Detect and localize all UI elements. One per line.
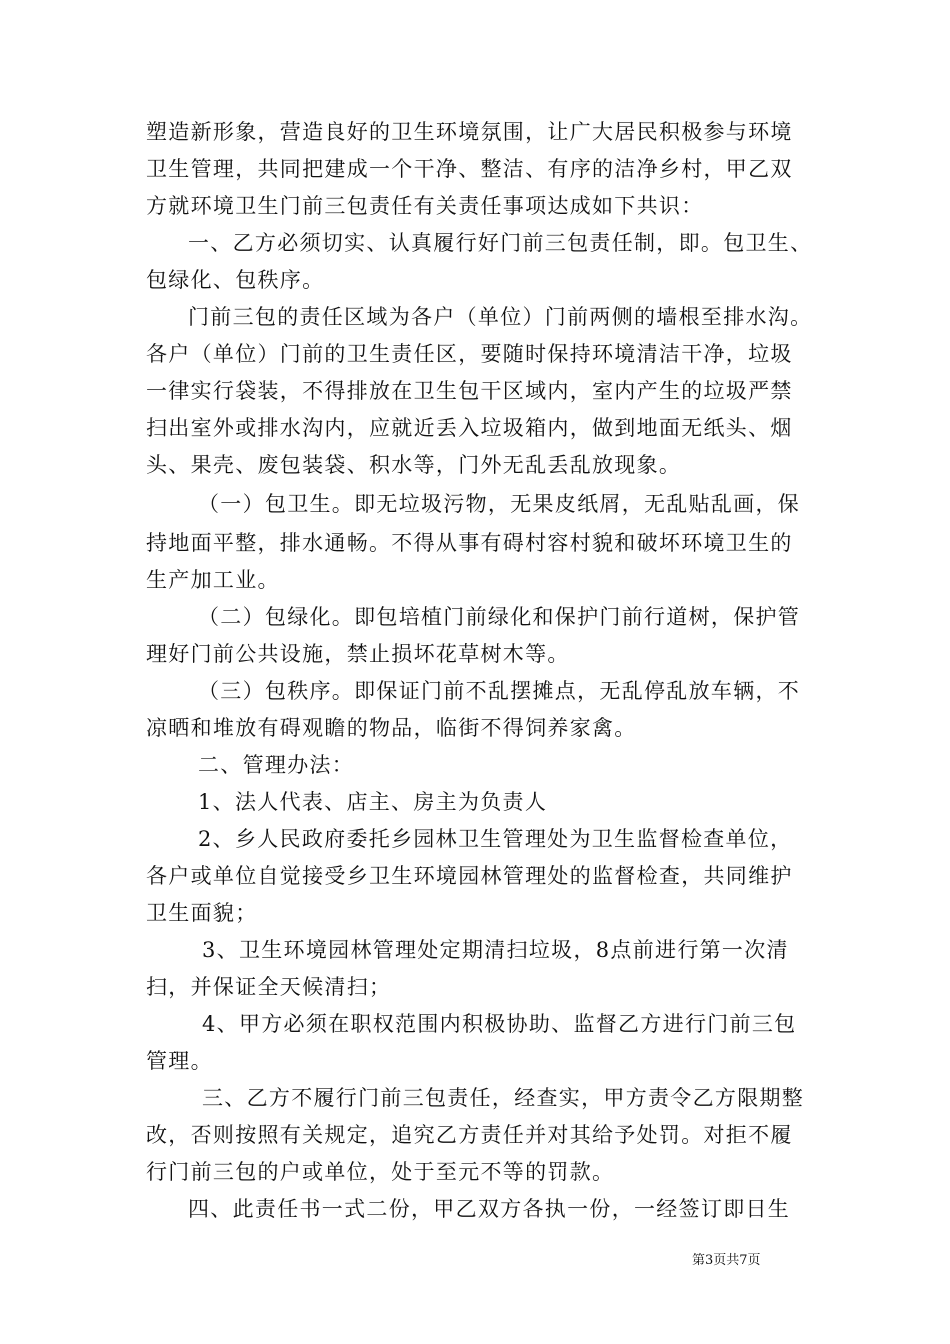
text-line: 行门前三包的户或单位，处于至元不等的罚款。 (146, 1160, 615, 1184)
text-line: 塑造新形象，营造良好的卫生环境氛围，让广大居民积极参与环境 (146, 120, 793, 144)
text-line: 卫生管理，共同把建成一个干净、整洁、有序的洁净乡村，甲乙双 (146, 157, 793, 181)
list-item: 1、法人代表、店主、房主为负责人 (198, 790, 548, 814)
paragraph-line: 门前三包的责任区域为各户（单位）门前两侧的墙根至排水沟。 (188, 305, 813, 329)
text-line: 管理。 (146, 1049, 213, 1073)
text-line: 扫，并保证全天候清扫； (146, 975, 392, 999)
text-line: 卫生面貌； (146, 901, 258, 925)
paragraph-line: 三、乙方不履行门前三包责任，经查实，甲方责令乙方限期整 (202, 1086, 805, 1110)
list-item: 4、甲方必须在职权范围内积极协助、监督乙方进行门前三包 (202, 1012, 797, 1036)
text-line: 生产加工业。 (146, 568, 280, 592)
text-line: 凉晒和堆放有碍观瞻的物品，临街不得饲养家禽。 (146, 716, 637, 740)
paragraph-line: （一）包卫生。即无垃圾污物，无果皮纸屑，无乱贴乱画，保 (198, 492, 801, 516)
text-line: 方就环境卫生门前三包责任有关责任事项达成如下共识： (146, 194, 704, 218)
text-line: 改，否则按照有关规定，追究乙方责任并对其给予处罚。对拒不履 (146, 1123, 793, 1147)
section-heading: 二、管理办法： (198, 753, 355, 777)
page-indicator: 第3页共7页 (692, 1253, 761, 1268)
list-item: 2、乡人民政府委托乡园林卫生管理处为卫生监督检查单位， (198, 827, 793, 851)
text-line: 包绿化、包秩序。 (146, 268, 325, 292)
text-line: 头、果壳、废包装袋、积水等，门外无乱丢乱放现象。 (146, 453, 682, 477)
text-line: 一律实行袋装，不得排放在卫生包干区域内，室内产生的垃圾严禁 (146, 379, 793, 403)
paragraph-line: （三）包秩序。即保证门前不乱摆摊点，无乱停乱放车辆，不 (198, 679, 801, 703)
text-line: 各户（单位）门前的卫生责任区，要随时保持环境清洁干净，垃圾 (146, 342, 793, 366)
paragraph-line: 一、乙方必须切实、认真履行好门前三包责任制，即。包卫生、 (188, 231, 813, 255)
list-item: 3、卫生环境园林管理处定期清扫垃圾，8点前进行第一次清 (202, 938, 789, 962)
text-line: 持地面平整，排水通畅。不得从事有碍村容村貌和破坏环境卫生的 (146, 531, 793, 555)
paragraph-line: （二）包绿化。即包培植门前绿化和保护门前行道树，保护管 (198, 605, 801, 629)
text-line: 各户或单位自觉接受乡卫生环境园林管理处的监督检查，共同维护 (146, 864, 793, 888)
paragraph-line: 四、此责任书一式二份，甲乙双方各执一份，一经签订即日生 (188, 1197, 791, 1221)
text-line: 扫出室外或排水沟内，应就近丢入垃圾箱内，做到地面无纸头、烟 (146, 416, 793, 440)
text-line: 理好门前公共设施，禁止损坏花草树木等。 (146, 642, 570, 666)
